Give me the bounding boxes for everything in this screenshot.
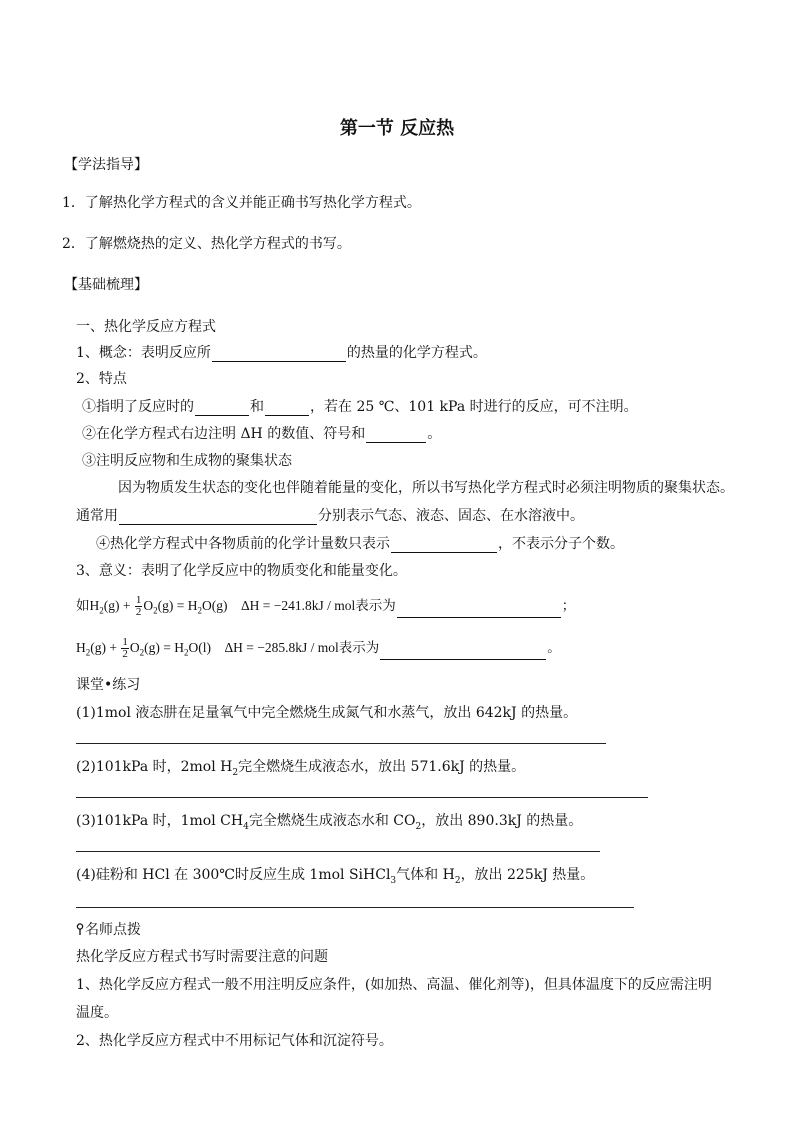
tip-1: 1、热化学反应方程式一般不用注明反应条件，(如加热、高温、催化剂等)，但具体温度下的反应需注明 (76, 977, 712, 993)
equation-2-blank[interactable] (380, 644, 546, 660)
feature-1-blank-a[interactable] (195, 400, 249, 416)
tip-1-continued: 温度。 (76, 1005, 118, 1021)
features-heading: 2、特点 (76, 371, 127, 387)
equation-2: $H_2(g)$ + $\frac{1}{2}$ $O_2(g) = H_2O(l)$ ΔH = −285.8kJ / mol表示为 。 (76, 636, 561, 661)
equation-1-blank[interactable] (397, 602, 561, 618)
guide-item-2: 2．了解燃烧热的定义、热化学方程式的书写。 (62, 236, 351, 252)
feature-2: ②在化学方程式右边注明 ΔH 的数值、符号和 。 (82, 426, 442, 442)
tips-subheading: 热化学反应方程式书写时需要注意的问题 (76, 949, 328, 965)
question-4: (4)硅粉和 HCl 在 300℃时反应生成 1mol SiHCl$_3$气体和 $H_2$，放出 225kJ 热量。 (76, 867, 595, 886)
feature-1: ①指明了反应时的 和 ，若在 25 ℃、101 kPa 时进行的反应，可不注明。 (82, 399, 638, 415)
question-1: (1)1mol 液态肼在足量氧气中完全燃烧生成氮气和水蒸气，放出 642kJ 的热量。 (76, 705, 578, 721)
feature-1-blank-b[interactable] (265, 400, 309, 416)
concept-blank[interactable] (212, 346, 346, 362)
answer-line-3[interactable] (76, 851, 600, 852)
tips-heading: 名师点拨 (76, 921, 141, 939)
basics-heading: 【基础梳理】 (64, 277, 148, 293)
concept-line: 1、概念：表明反应所 的热量的化学方程式。 (76, 345, 487, 361)
equation-1: 如$H_2(g)$ + $\frac{1}{2}$ $O_2(g) = H_2O(g)$ ΔH = −241.8kJ / mol表示为 ； (76, 594, 576, 619)
question-3: (3)101kPa 时，1mol $CH_4$完全燃烧生成液态水和 $CO_2$，放出 890.3kJ 的热量。 (76, 813, 583, 832)
feature-3-explanation: 因为物质发生状态的变化也伴随着能量的变化，所以书写热化学方程式时必须注明物质的聚集状态。 (118, 480, 734, 496)
guide-item-1: 1．了解热化学方程式的含义并能正确书写热化学方程式。 (62, 195, 421, 211)
answer-line-2[interactable] (76, 797, 648, 798)
feature-3-states: 通常用 分别表示气态、液态、固态、在水溶液中。 (76, 508, 584, 524)
pin-icon (76, 923, 84, 935)
states-blank[interactable] (119, 509, 317, 525)
meaning-line: 3、意义：表明了化学反应中的物质变化和能量变化。 (76, 563, 407, 579)
answer-line-1[interactable] (76, 743, 606, 744)
guide-heading: 【学法指导】 (64, 157, 148, 173)
feature-3: ③注明反应物和生成物的聚集状态 (82, 453, 292, 469)
feature-4-blank[interactable] (391, 537, 497, 553)
practice-heading: 课堂•练习 (76, 677, 141, 693)
feature-4: ④热化学方程式中各物质前的化学计量数只表示 ，不表示分子个数。 (96, 536, 624, 552)
fraction-half: $\frac{1}{2}$ (135, 594, 142, 619)
fraction-half: $\frac{1}{2}$ (122, 636, 128, 661)
tip-2: 2、热化学反应方程式中不用标记气体和沉淀符号。 (76, 1033, 393, 1049)
answer-line-4[interactable] (76, 907, 634, 908)
page-title: 第一节 反应热 (339, 118, 455, 139)
section-heading: 一、热化学反应方程式 (76, 319, 216, 335)
feature-2-blank[interactable] (366, 427, 426, 443)
question-2: (2)101kPa 时，2mol $H_2$完全燃烧生成液态水，放出 571.6kJ 的热量。 (76, 759, 526, 778)
